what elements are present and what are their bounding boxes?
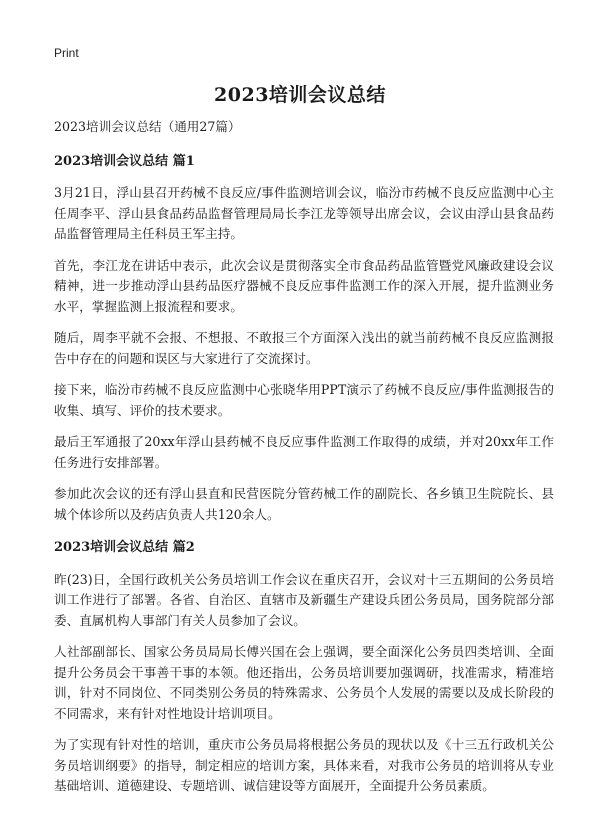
paragraph: 3月21日，浮山县召开药械不良反应/事件监测培训会议，临汾市药械不良反应监测中心主任周李平、浮山县食品药品监督管理局局长李江龙等领导出席会议，会议由浮山县食品药品监督管理局主任科员王军主持。	[54, 185, 554, 241]
document-subtitle: 2023培训会议总结（通用27篇）	[54, 119, 241, 134]
document-body	[54, 117, 554, 808]
paragraph: 参加此次会议的还有浮山县直和民营医院分管药械工作的副院长、各乡镇卫生院院长、县城个体诊所以及药店负责人共120余人。	[54, 486, 554, 522]
section-1	[54, 152, 554, 526]
paragraph: 随后，周李平就不会报、不想报、不敢报三个方面深入浅出的就当前药械不良反应监测报告中存在的问题和误区与大家进行了交流探讨。	[54, 330, 554, 366]
print-link[interactable]: Print	[54, 46, 79, 60]
section-heading: 2023培训会议总结 篇2	[54, 540, 195, 555]
paragraph: 为了实现有针对性的培训，重庆市公务员局将根据公务员的现状以及《十三五行政机关公务员培训纲要》的指导，制定相应的培训方案，具体来看，对我市公务员的培训将从专业基础培训、道德建设、专题培训、诚信建设等方面展开，全面提升公务员素质。	[54, 737, 554, 793]
paragraph: 昨(23)日，全国行政机关公务员培训工作会议在重庆召开，会议对十三五期间的公务员培训工作进行了部署。各省、自治区、直辖市及新疆生产建设兵团公务员局，国务院部分部委、直属机构人事部门有关人员参加了会议。	[54, 571, 554, 628]
paragraph: 接下来，临汾市药械不良反应监测中心张晓华用PPT演示了药械不良反应/事件监测报告的收集、填写、评价的技术要求。	[54, 382, 554, 418]
paragraph: 最后王军通报了20xx年浮山县药械不良反应事件监测工作取得的成绩，并对20xx年工作任务进行安排部署。	[54, 434, 554, 470]
paragraph: 人社部副部长、国家公务员局局长傅兴国在会上强调，要全面深化公务员四类培训、全面提升公务员会干事善干事的本领。他还指出，公务员培训要加强调研，找准需求，精准培训，针对不同岗位、不同类别公务员的特殊需求、公务员个人发展的需要以及成长阶段的不同需求，来有针对性地设计培训项目。	[54, 644, 554, 721]
section-heading: 2023培训会议总结 篇1	[54, 153, 195, 169]
paragraph: 首先，李江龙在讲话中表示，此次会议是贯彻落实全市食品药品监管暨党风廉政建设会议精神，进一步推动浮山县药品医疗器械不良反应事件监测工作的深入开展，提升监测业务水平，掌握监测上报流程和要求。	[54, 257, 554, 314]
section-2	[54, 538, 554, 797]
page-title: 2023培训会议总结	[214, 84, 386, 106]
